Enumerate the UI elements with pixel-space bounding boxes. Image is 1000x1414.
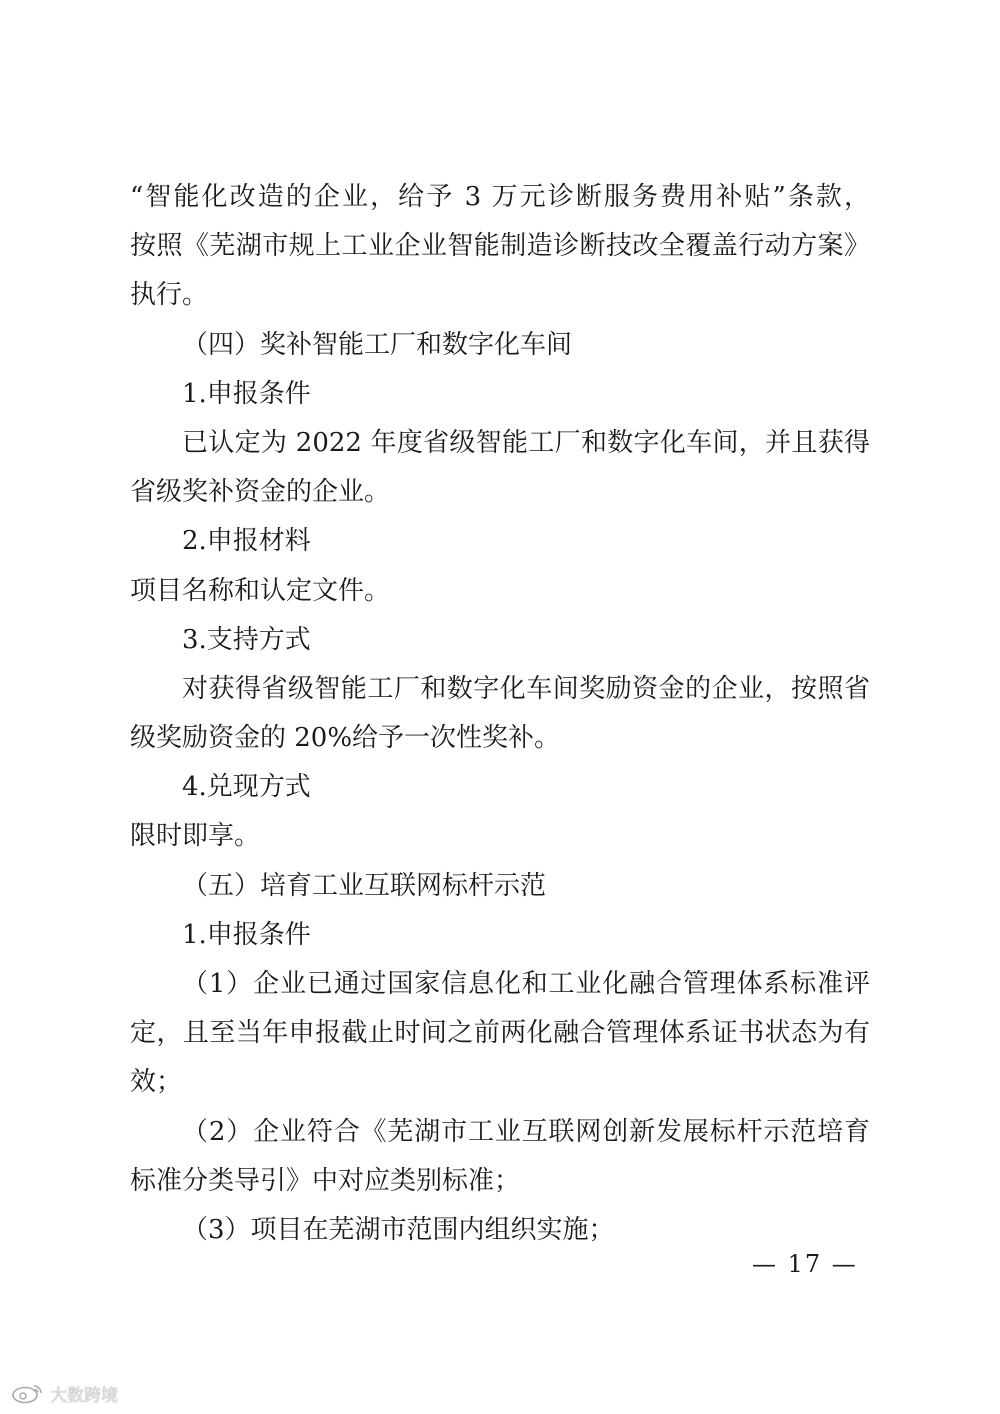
paragraph-line: 按照《芜湖市规上工业企业智能制造诊断技改全覆盖行动方案》 xyxy=(130,231,870,262)
page-number: — 17 — xyxy=(752,1250,858,1278)
paragraph-line: 对获得省级智能工厂和数字化车间奖励资金的企业，按照省 xyxy=(182,673,870,704)
paragraph-line: 省级奖补资金的企业。 xyxy=(130,477,391,508)
paragraph-line: 定，且至当年申报截止时间之前两化融合管理体系证书状态为有 xyxy=(130,1018,870,1049)
section-heading: （四）奖补智能工厂和数字化车间 xyxy=(182,329,573,360)
paragraph-line: 效； xyxy=(130,1067,183,1098)
subsection-heading: 4.兑现方式 xyxy=(182,772,311,803)
section-heading: （五）培育工业互联网标杆示范 xyxy=(182,870,547,901)
subsection-heading: 1.申报条件 xyxy=(182,378,311,409)
watermark xyxy=(10,1378,118,1408)
weibo-logo-icon xyxy=(10,1382,46,1404)
subsection-heading: 2.申报材料 xyxy=(182,526,311,557)
document-body xyxy=(130,173,870,1255)
paragraph-line: （1）企业已通过国家信息化和工业化融合管理体系标准评 xyxy=(182,969,870,999)
paragraph-line: 限时即享。 xyxy=(130,821,261,852)
watermark-text: 大数跨境 xyxy=(50,1385,118,1406)
paragraph-line: 级奖励资金的 20%给予一次性奖补。 xyxy=(130,723,561,754)
paragraph-line: 执行。 xyxy=(130,280,209,311)
paragraph-line: （2）企业符合《芜湖市工业互联网创新发展标杆示范培育 xyxy=(182,1116,870,1147)
paragraph-line: 标准分类导引》中对应类别标准； xyxy=(130,1165,521,1196)
paragraph-line: 项目名称和认定文件。 xyxy=(130,575,391,606)
paragraph-line: （3）项目在芜湖市范围内组织实施； xyxy=(182,1214,615,1245)
paragraph-line: 已认定为 2022 年度省级智能工厂和数字化车间，并且获得 xyxy=(182,427,870,458)
subsection-heading: 3.支持方式 xyxy=(182,624,311,655)
subsection-heading: 1.申报条件 xyxy=(182,919,311,950)
paragraph-line: “智能化改造的企业，给予 3 万元诊断服务费用补贴”条款， xyxy=(130,182,870,212)
